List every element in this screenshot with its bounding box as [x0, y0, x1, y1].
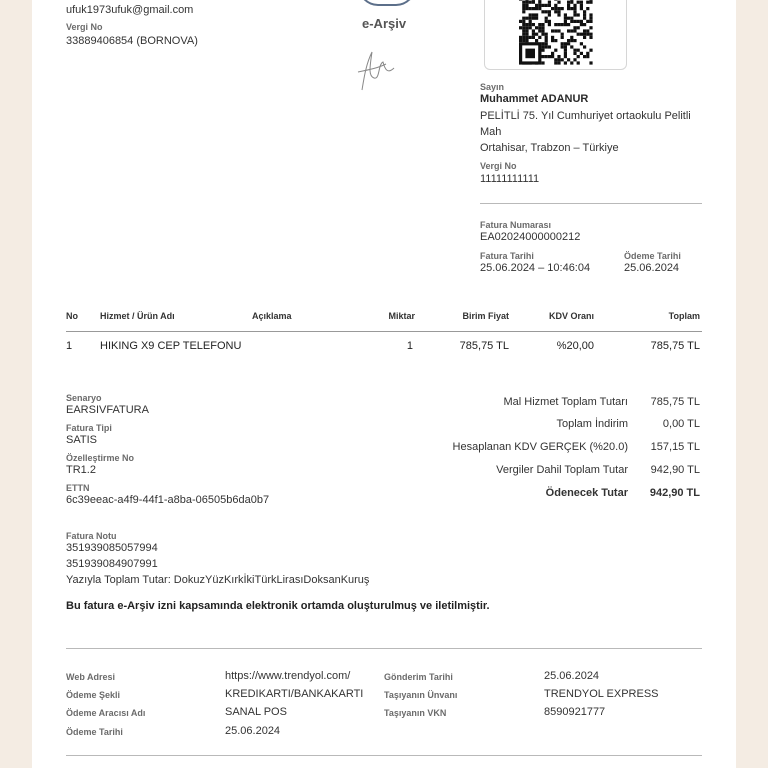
web-address-link[interactable]: https://www.trendyol.com/ — [225, 670, 351, 682]
divider — [480, 203, 702, 204]
scenario-label: Senaryo — [66, 393, 102, 403]
buyer-tax-label: Vergi No — [480, 161, 517, 171]
invoice-page — [32, 0, 736, 768]
web-address-label: Web Adresi — [66, 672, 116, 682]
carrier-vkn-label: Taşıyanın VKN — [384, 708, 447, 718]
buyer-address-line2: Mah — [480, 126, 502, 138]
total-with-tax-label: Vergiler Dahil Toplam Tutar — [496, 464, 628, 476]
signature-icon — [350, 42, 400, 94]
e-archive-statement: Bu fatura e-Arşiv izni kapsamında elektronik ortamda oluşturulmuş ve iletilmiştir. — [66, 600, 490, 612]
carrier-vkn-value: 8590921777 — [544, 706, 606, 718]
bottom-divider — [66, 755, 702, 756]
footer-divider — [66, 648, 702, 649]
total-discount-label: Toplam İndirim — [556, 418, 628, 430]
amount-due-label: Ödenecek Tutar — [545, 487, 628, 499]
shipping-date-value: 25.06.2024 — [544, 670, 600, 682]
payment-agent-label: Ödeme Aracısı Adı — [66, 708, 146, 718]
col-total: Toplam — [668, 311, 700, 321]
payment-date-label: Ödeme Tarihi — [624, 251, 681, 261]
invoice-type-label: Fatura Tipi — [66, 423, 112, 433]
total-goods-value: 785,75 TL — [650, 396, 700, 408]
total-discount-value: 0,00 TL — [662, 418, 700, 430]
row-qty: 1 — [406, 340, 413, 352]
row-no: 1 — [66, 340, 73, 352]
col-no: No — [66, 311, 78, 321]
footer-payment-date-value: 25.06.2024 — [225, 725, 281, 737]
e-arsiv-logo — [358, 0, 416, 6]
carrier-name-label: Taşıyanın Ünvanı — [384, 690, 458, 700]
amount-due-value: 942,90 TL — [649, 487, 700, 499]
notes-line3: Yazıyla Toplam Tutar: DokuzYüzKırkİkiTürkLirasıDoksanKuruş — [66, 574, 370, 586]
row-total: 785,75 TL — [650, 340, 700, 352]
invoice-number: EA02024000000212 — [480, 231, 581, 243]
seller-email: ufuk1973ufuk@gmail.com — [66, 4, 194, 16]
table-header-divider — [66, 331, 702, 332]
payment-date: 25.06.2024 — [624, 262, 680, 274]
total-with-tax-value: 942,90 TL — [650, 464, 700, 476]
payment-method-label: Ödeme Şekli — [66, 690, 121, 700]
total-vat-label: Hesaplanan KDV GERÇEK (%20.0) — [452, 441, 628, 453]
row-product: HIKING X9 CEP TELEFONU — [100, 340, 242, 352]
row-vat: %20,00 — [556, 340, 594, 352]
notes-line2: 351939084907991 — [66, 558, 158, 570]
buyer-tax-no: 11111111111 — [480, 173, 540, 185]
ettn-value: 6c39eeac-a4f9-44f1-a8ba-06505b6da0b7 — [66, 494, 270, 506]
buyer-salutation: Sayın — [480, 82, 505, 92]
invoice-number-label: Fatura Numarası — [480, 220, 552, 230]
invoice-date-label: Fatura Tarihi — [480, 251, 534, 261]
col-vat: KDV Oranı — [548, 311, 594, 321]
shipping-date-label: Gönderim Tarihi — [384, 672, 453, 682]
ettn-label: ETTN — [66, 483, 90, 493]
payment-method-value: KREDIKARTI/BANKAKARTI — [225, 688, 364, 700]
qr-code-icon — [485, 0, 626, 69]
col-product: Hizmet / Ürün Adı — [100, 311, 175, 321]
total-goods-label: Mal Hizmet Toplam Tutarı — [503, 396, 628, 408]
buyer-name: Muhammet ADANUR — [480, 93, 589, 105]
col-qty: Miktar — [388, 311, 415, 321]
carrier-name-value: TRENDYOL EXPRESS — [544, 688, 659, 700]
customization-label: Özelleştirme No — [66, 453, 135, 463]
logo-text: e-Arşiv — [362, 16, 407, 31]
scenario-value: EARSIVFATURA — [66, 404, 149, 416]
notes-label: Fatura Notu — [66, 531, 117, 541]
notes-line1: 351939085057994 — [66, 542, 158, 554]
col-unit-price: Birim Fiyat — [462, 311, 509, 321]
footer-payment-date-label: Ödeme Tarihi — [66, 727, 123, 737]
customization-value: TR1.2 — [66, 464, 96, 476]
buyer-address-line1: PELİTLİ 75. Yıl Cumhuriyet ortaokulu Pelitli — [480, 110, 691, 122]
qr-code — [484, 0, 627, 70]
total-vat-value: 157,15 TL — [650, 441, 700, 453]
row-unit-price: 785,75 TL — [459, 340, 509, 352]
buyer-address-line3: Ortahisar, Trabzon – Türkiye — [480, 142, 619, 154]
seller-tax-label: Vergi No — [66, 22, 103, 32]
col-description: Açıklama — [252, 311, 292, 321]
invoice-type-value: SATIS — [66, 434, 97, 446]
seller-tax-no: 33889406854 (BORNOVA) — [66, 35, 198, 47]
payment-agent-value: SANAL POS — [225, 706, 287, 718]
invoice-date: 25.06.2024 – 10:46:04 — [480, 262, 591, 274]
